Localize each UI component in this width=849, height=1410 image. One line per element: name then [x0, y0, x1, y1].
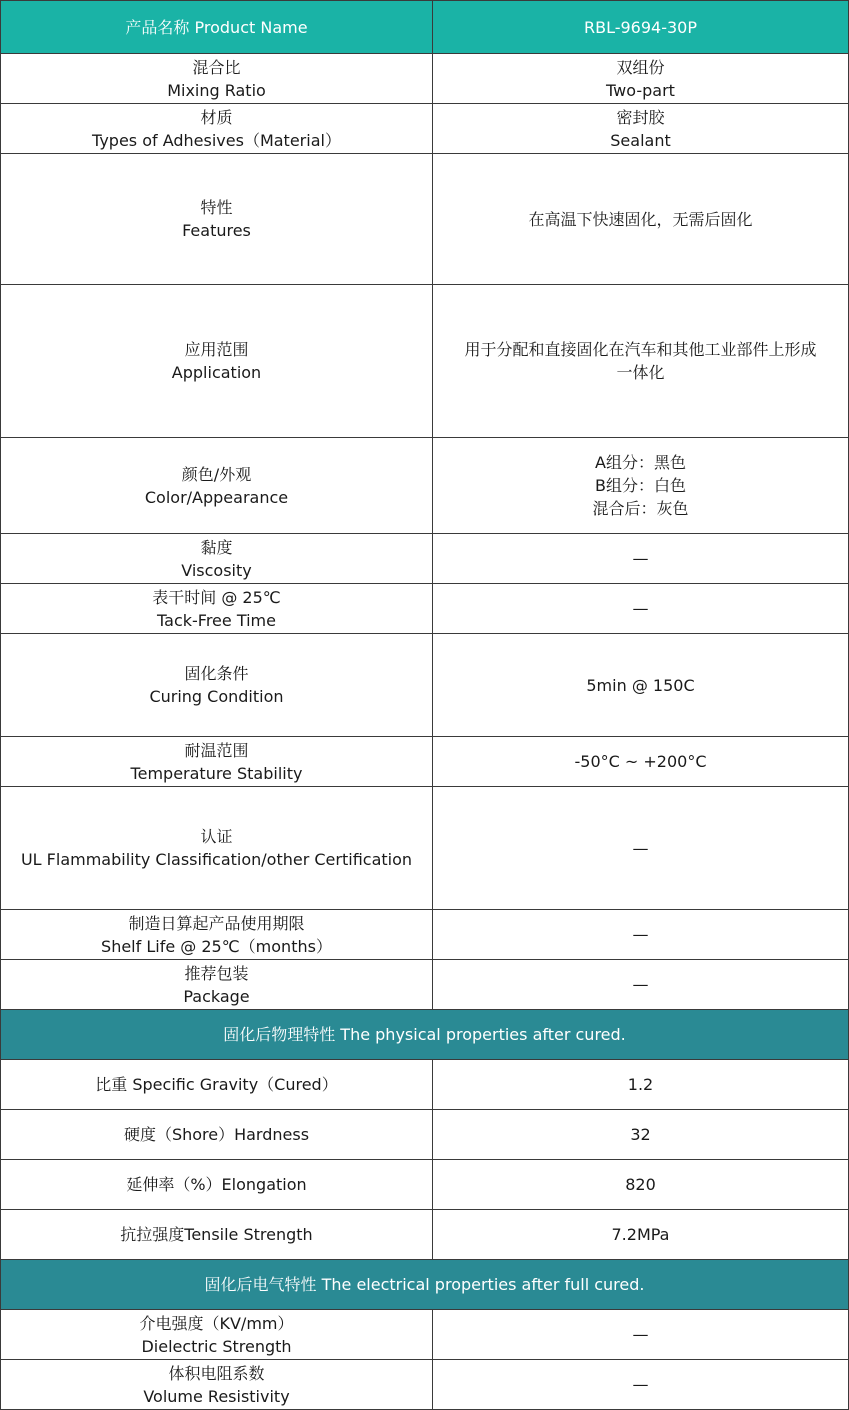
value-line: — [632, 925, 649, 944]
row-label [1, 787, 433, 910]
table-row [1, 104, 849, 154]
row-value [433, 438, 849, 534]
row-value: 32 [433, 1110, 849, 1160]
label-cn: 应用范围 [184, 340, 249, 359]
row-value [433, 104, 849, 154]
value-line: Sealant [610, 130, 671, 150]
section-title: 固化后电气特性 The electrical properties after full cured. [1, 1260, 849, 1310]
label-cn: 特性 [200, 198, 233, 217]
value-line: 密封胶 [616, 107, 665, 127]
row-value [433, 534, 849, 584]
table-row [1, 960, 849, 1010]
row-value [433, 54, 849, 104]
value-line: B组分：白色 [595, 476, 686, 495]
label-en: Color/Appearance [144, 487, 289, 507]
physical-section-header [1, 1010, 849, 1060]
label-en: Tack-Free Time [157, 610, 276, 630]
row-label [1, 1310, 433, 1360]
label-en: Package [183, 986, 250, 1006]
value-line: 一体化 [616, 363, 665, 382]
row-label [1, 584, 433, 634]
row-label: 比重 Specific Gravity（Cured） [1, 1060, 433, 1110]
value-line: A组分：黑色 [595, 453, 686, 472]
label-cn: 认证 [200, 827, 233, 846]
table-row [1, 1210, 849, 1260]
value-line: — [632, 838, 649, 858]
row-label [1, 54, 433, 104]
row-value [433, 910, 849, 960]
label-cn: 材质 [200, 107, 233, 127]
table-row [1, 1060, 849, 1110]
row-label [1, 737, 433, 787]
table-row [1, 634, 849, 737]
row-value [433, 285, 849, 438]
label-en: Viscosity [181, 560, 252, 580]
row-label [1, 910, 433, 960]
electrical-section-header [1, 1260, 849, 1310]
label-cn: 固化条件 [184, 664, 249, 683]
row-value: 820 [433, 1160, 849, 1210]
section-title: 固化后物理特性 The physical properties after cured. [1, 1010, 849, 1060]
value-line: Two-part [606, 80, 675, 100]
row-label [1, 104, 433, 154]
label-cn: 黏度 [200, 537, 233, 557]
row-label [1, 1360, 433, 1410]
label-en: Volume Resistivity [143, 1386, 290, 1406]
table-row [1, 1160, 849, 1210]
row-label: 硬度（Shore）Hardness [1, 1110, 433, 1160]
value-line: — [632, 975, 649, 994]
value-line: -50°C ~ +200°C [574, 752, 707, 771]
label-cn: 推荐包装 [184, 963, 249, 983]
label-en: Shelf Life @ 25℃（months） [101, 936, 332, 956]
header-row [1, 1, 849, 54]
label-en: Types of Adhesives（Material） [92, 130, 341, 150]
label-cn: 混合比 [192, 57, 241, 77]
row-value: 7.2MPa [433, 1210, 849, 1260]
label-en: Mixing Ratio [167, 80, 266, 100]
table-row [1, 1360, 849, 1410]
value-line: 在高温下快速固化，无需后固化 [528, 209, 753, 229]
row-value [433, 787, 849, 910]
row-value [433, 960, 849, 1010]
label-cn: 介电强度（KV/mm） [139, 1313, 294, 1333]
row-label: 延伸率（%）Elongation [1, 1160, 433, 1210]
table-row [1, 285, 849, 438]
label-en: Features [182, 221, 251, 240]
label-en: Temperature Stability [130, 763, 303, 783]
row-value [433, 634, 849, 737]
label-en: Curing Condition [149, 687, 284, 706]
row-value [433, 584, 849, 634]
row-label [1, 960, 433, 1010]
value-line: 双组份 [616, 57, 665, 77]
value-line: 用于分配和直接固化在汽车和其他工业部件上形成 [464, 340, 817, 359]
label-en: UL Flammability Classification/other Certification [20, 850, 413, 869]
table-row [1, 534, 849, 584]
label-en: Dielectric Strength [141, 1336, 292, 1356]
value-line: 5min @ 150C [586, 675, 695, 695]
label-en: Application [171, 363, 262, 382]
label-cn: 颜色/外观 [181, 464, 252, 484]
table-row [1, 737, 849, 787]
table-row [1, 787, 849, 910]
row-label [1, 285, 433, 438]
table-row [1, 910, 849, 960]
row-label [1, 154, 433, 285]
row-value: — [433, 1310, 849, 1360]
label-cn: 制造日算起产品使用期限 [128, 913, 305, 933]
row-label: 抗拉强度Tensile Strength [1, 1210, 433, 1260]
row-value [433, 737, 849, 787]
label-cn: 耐温范围 [184, 740, 249, 760]
row-value: 1.2 [433, 1060, 849, 1110]
row-label [1, 438, 433, 534]
header-value: RBL-9694-30P [433, 1, 849, 54]
table-row [1, 154, 849, 285]
table-row [1, 1110, 849, 1160]
value-line: — [632, 599, 649, 618]
value-line: — [632, 549, 649, 568]
label-cn: 表干时间 @ 25℃ [152, 587, 281, 607]
row-value [433, 154, 849, 285]
label-cn: 体积电阻系数 [168, 1363, 265, 1383]
table-row [1, 584, 849, 634]
row-label [1, 634, 433, 737]
value-line: 混合后：灰色 [592, 499, 689, 518]
header-label: 产品名称 Product Name [1, 1, 433, 54]
table-row [1, 1310, 849, 1360]
row-value: — [433, 1360, 849, 1410]
row-label [1, 534, 433, 584]
table-row [1, 438, 849, 534]
table-row [1, 54, 849, 104]
